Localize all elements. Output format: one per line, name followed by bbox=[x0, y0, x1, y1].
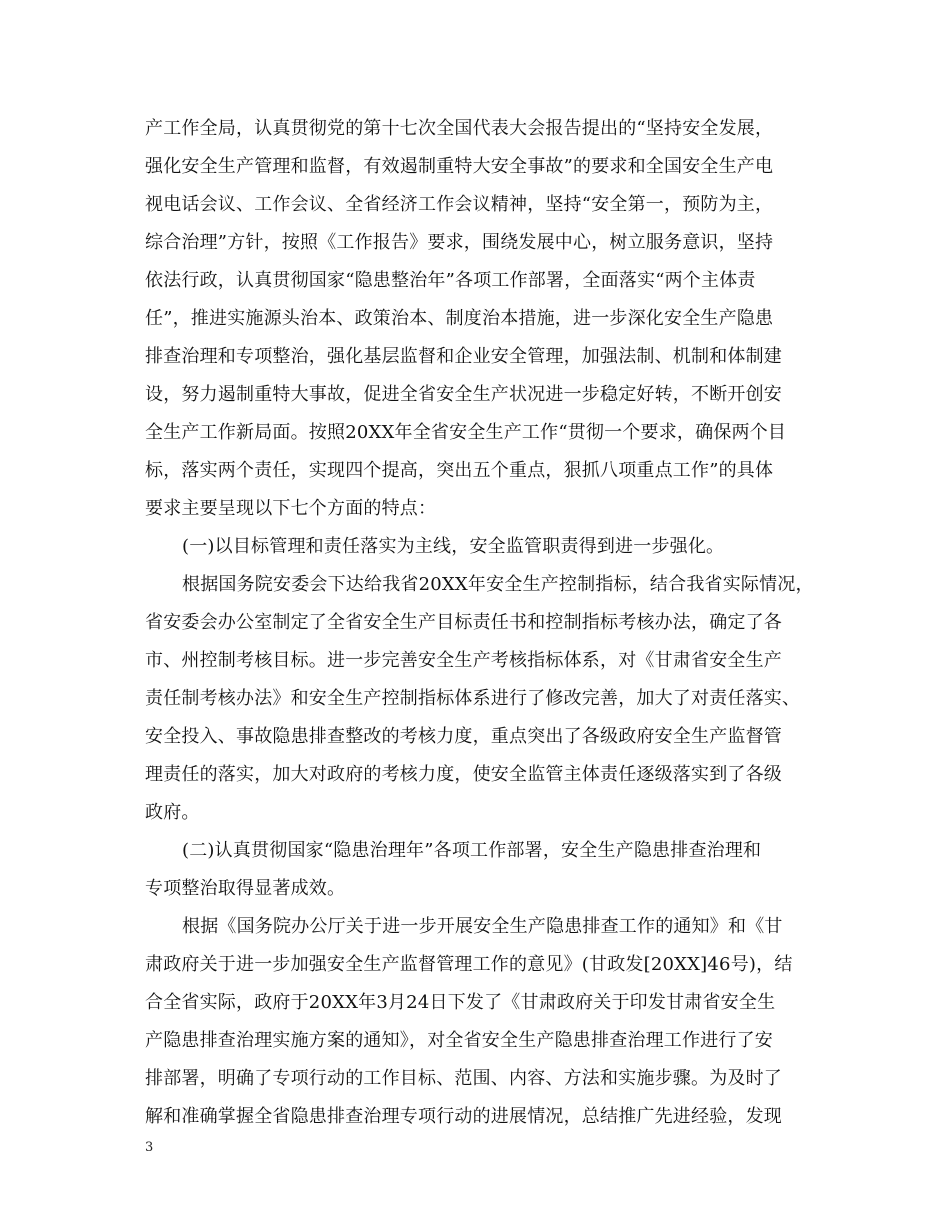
body-text-line: 全生产工作新局面。按照20XX年全省安全生产工作“贯彻一个要求，确保两个目 bbox=[145, 422, 787, 443]
body-text-line: 排部署，明确了专项行动的工作目标、范围、内容、方法和实施步骤。为及时了 bbox=[145, 1068, 782, 1089]
body-text-line: 设，努力遏制重特大事故，促进全省安全生产状况进一步稳定好转，不断开创安 bbox=[145, 384, 782, 405]
body-text-line: 肃政府关于进一步加强安全生产监督管理工作的意见》(甘政发[20XX]46号)，结 bbox=[145, 954, 793, 975]
body-text-line: 安全投入、事故隐患排查整改的考核力度，重点突出了各级政府安全生产监督管 bbox=[145, 726, 782, 747]
body-text-line: 责任制考核办法》和安全生产控制指标体系进行了修改完善，加大了对责任落实、 bbox=[145, 688, 801, 709]
paragraph-start-line: 根据《国务院办公厅关于进一步开展安全生产隐患排查工作的通知》和《甘 bbox=[182, 916, 783, 937]
body-text-line: 理责任的落实，加大对政府的考核力度，使安全监管主体责任逐级落实到了各级 bbox=[145, 764, 782, 785]
section-heading-2-line-1: (二)认真贯彻国家“隐患治理年”各项工作部署，安全生产隐患排查治理和 bbox=[182, 840, 762, 861]
page-number: 3 bbox=[145, 1140, 154, 1155]
body-text-line: 视电话会议、工作会议、全省经济工作会议精神，坚持“安全第一，预防为主， bbox=[145, 194, 774, 215]
body-text-line: 市、州控制考核目标。进一步完善安全生产考核指标体系，对《甘肃省安全生产 bbox=[145, 650, 782, 671]
body-text-line: 排查治理和专项整治，强化基层监督和企业安全管理，加强法制、机制和体制建 bbox=[145, 346, 782, 367]
body-text-line: 任”，推进实施源头治本、政策治本、制度治本措施，进一步深化安全生产隐患 bbox=[145, 308, 774, 329]
body-text-line: 省安委会办公室制定了全省安全生产目标责任书和控制指标考核办法，确定了各 bbox=[145, 612, 782, 633]
body-text-line: 解和准确掌握全省隐患排查治理专项行动的进展情况，总结推广先进经验，发现 bbox=[145, 1106, 782, 1127]
body-text-line: 综合治理”方针，按照《工作报告》要求，围绕发展中心，树立服务意识，坚持 bbox=[145, 232, 774, 253]
body-text-line: 合全省实际，政府于20XX年3月24日下发了《甘肃政府关于印发甘肃省安全生 bbox=[145, 992, 776, 1013]
body-text-line: 强化安全生产管理和监督，有效遏制重特大安全事故”的要求和全国安全生产电 bbox=[145, 156, 774, 177]
paragraph-start-line: 根据国务院安委会下达给我省20XX年安全生产控制指标，结合我省实际情况， bbox=[182, 574, 814, 595]
section-heading-1: (一)以目标管理和责任落实为主线，安全监管职责得到进一步强化。 bbox=[182, 536, 725, 557]
body-text-line: 标，落实两个责任，实现四个提高，突出五个重点，狠抓八项重点工作”的具体 bbox=[145, 460, 774, 481]
body-text-line: 依法行政，认真贯彻国家“隐患整治年”各项工作部署，全面落实“两个主体责 bbox=[145, 270, 756, 291]
body-text-line: 要求主要呈现以下七个方面的特点： bbox=[145, 498, 437, 519]
section-heading-2-line-2: 专项整治取得显著成效。 bbox=[145, 878, 346, 899]
body-text-line: 政府。 bbox=[145, 802, 200, 823]
body-text-line: 产工作全局，认真贯彻党的第十七次全国代表大会报告提出的“坚持安全发展， bbox=[145, 118, 774, 139]
body-text-line: 产隐患排查治理实施方案的通知》，对全省安全生产隐患排查治理工作进行了安 bbox=[145, 1030, 773, 1051]
